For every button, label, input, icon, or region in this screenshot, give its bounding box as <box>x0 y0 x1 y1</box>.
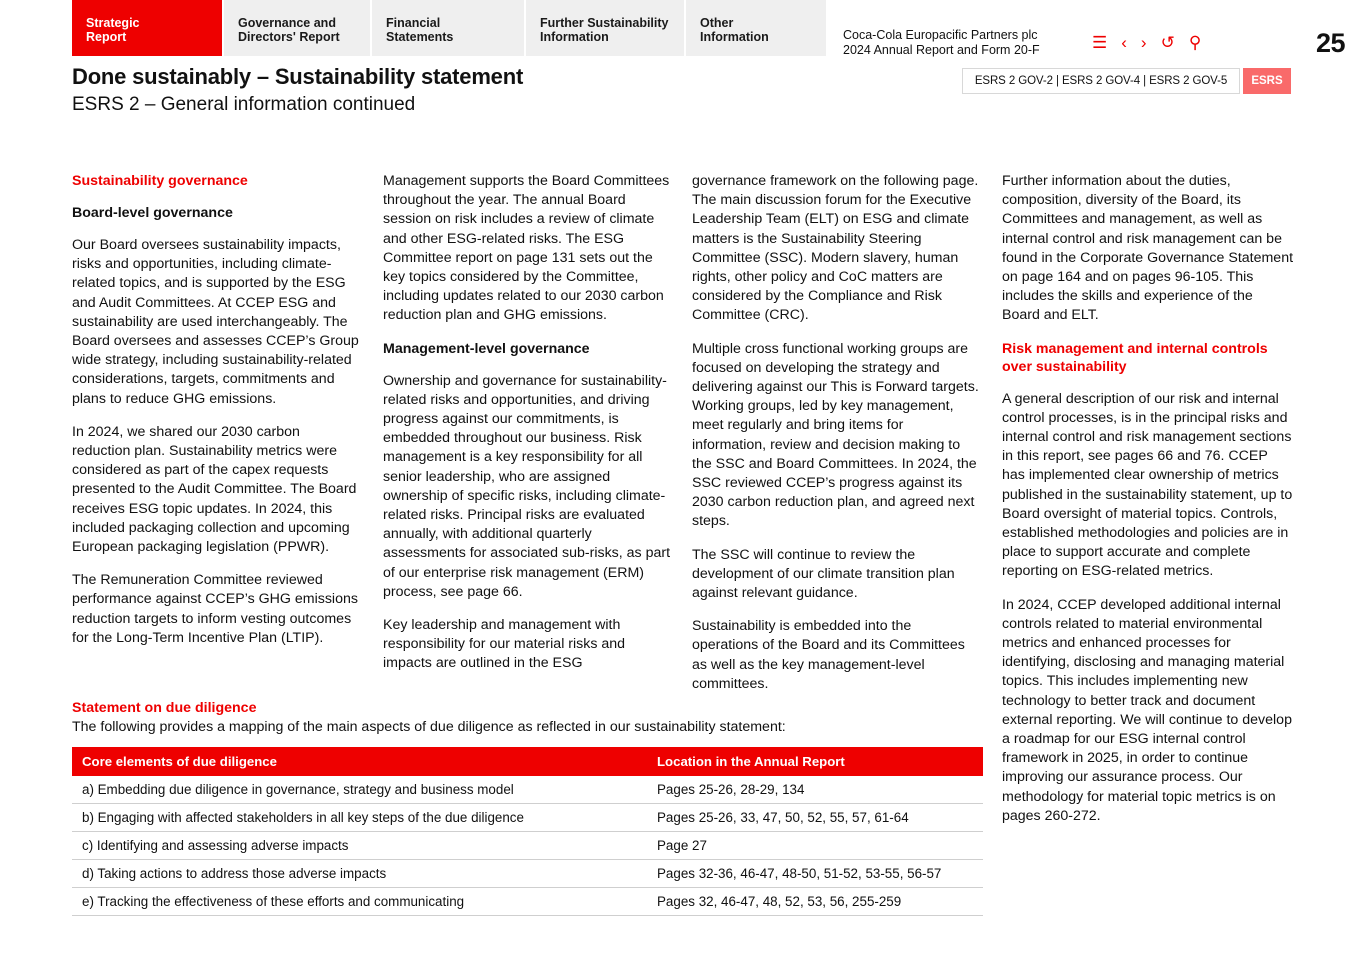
tab-further-sustainability-information[interactable] <box>526 0 684 56</box>
table-row <box>72 860 983 888</box>
page-number: 25 <box>1315 28 1345 58</box>
tab-label-line1: Financial <box>386 16 441 30</box>
tab-label-line2: Information <box>540 30 609 44</box>
due-diligence-section <box>72 700 983 916</box>
heading-risk-management-internal-controls: Risk management and internal controls over sustainability <box>1002 340 1268 375</box>
next-page-icon[interactable]: › <box>1140 33 1147 52</box>
tab-strategic-report[interactable] <box>72 0 222 56</box>
cell-location: Pages 32-36, 46-47, 48-50, 51-52, 53-55, 56-57 <box>645 860 983 888</box>
tab-label-line2: Report <box>86 30 127 44</box>
table-row <box>72 804 983 832</box>
cell-location: Pages 25-26, 33, 47, 50, 52, 55, 57, 61-64 <box>645 804 983 832</box>
paragraph: Management supports the Board Committees throughout the year. The annual Board session on risk includes a review of climate and other ESG-related risks. The ESG Committee report on page 131 sets out the key topics considered by the Committee, including updates related to our 2030 carbon reduction plan and GHG emissions. <box>383 173 670 324</box>
search-icon[interactable]: ⚲ <box>1188 33 1202 52</box>
tab-label-line1: Strategic <box>86 16 140 30</box>
due-diligence-intro: The following provides a mapping of the main aspects of due diligence as reflected in our sustainability statement: <box>72 719 786 735</box>
cell-location: Pages 32, 46-47, 48, 52, 53, 56, 255-259 <box>645 888 983 916</box>
cell-element: a) Embedding due diligence in governance, strategy and business model <box>72 776 645 804</box>
previous-page-icon[interactable]: ‹ <box>1121 33 1127 52</box>
status-badge: ESRS <box>1243 68 1291 94</box>
paragraph: In 2024, CCEP developed additional internal controls related to material environmental metrics and enhanced processes for identifying, disclosing and managing material topics. This includes implementing new technology to better track and document external reporting. We will continue to develop a roadmap for our ESG internal control framework in 2025, in order to continue improving our assurance process. Our methodology for material topic metrics is on pages 260-272. <box>1002 596 1292 824</box>
table-row <box>72 832 983 860</box>
tab-label-line2: Statements <box>386 30 454 44</box>
page-subtitle: ESRS 2 – General information continued <box>72 94 416 115</box>
cell-element: c) Identifying and assessing adverse impacts <box>72 832 645 860</box>
report-name: 2024 Annual Report and Form 20-F <box>843 43 1040 57</box>
tab-label-line1: Other <box>700 16 734 30</box>
tab-label-line1: Governance and <box>238 16 336 30</box>
tab-label-line2: Information <box>700 30 769 44</box>
company-report-label <box>843 28 1040 58</box>
paragraph: The Remuneration Committee reviewed performance against CCEP’s GHG emissions reduction targets to inform vesting outcomes for the Long-Term Incentive Plan (LTIP). <box>72 572 358 646</box>
due-diligence-table <box>72 747 983 916</box>
column-header-location: Location in the Annual Report <box>645 747 983 776</box>
cell-location: Pages 25-26, 28-29, 134 <box>645 776 983 804</box>
table-row <box>72 776 983 804</box>
table-header-row <box>72 747 983 776</box>
column-two <box>383 172 671 688</box>
tab-other-information[interactable] <box>686 0 826 56</box>
column-header-core-elements: Core elements of due diligence <box>72 747 645 776</box>
paragraph: Further information about the duties, composition, diversity of the Board, its Committees and management, as well as internal control and risk management can be found in the Corporate Governance Statement on page 164 and on pages 96-105. This includes the skills and experience of the Board and ELT. <box>1002 173 1294 324</box>
paragraph: In 2024, we shared our 2030 carbon reduction plan. Sustainability metrics were considered as part of the capex requests presented to the Audit Committee. The Board receives ESG topic updates. In 2024, this included packaging collection and upcoming European packaging legislation (PPWR). <box>72 423 357 556</box>
undo-icon[interactable]: ↺ <box>1160 33 1175 52</box>
paragraph: Our Board oversees sustainability impacts, risks and opportunities, including climate-related topics, and is supported by the ESG and Audit Committees. At CCEP ESG and sustainability are used interchangeably. The Board oversees and assesses CCEP’s Group wide strategy, including sustainability-related considerations, targets, commitments and plans to reduce GHG emissions. <box>72 237 359 407</box>
paragraph: governance framework on the following page. The main discussion forum for the Executive Leadership Team (ELT) on ESG and climate matters is the Sustainability Steering Committee (SSC). Modern slavery, human rights, other policy and CoC matters are considered by the Compliance and Risk Committee (CRC). <box>692 173 979 324</box>
heading-sustainability-governance: Sustainability governance <box>72 173 248 189</box>
paragraph: The SSC will continue to review the development of our climate transition plan against relevant guidance. <box>692 546 955 602</box>
esrs-reference-list: ESRS 2 GOV-2 | ESRS 2 GOV-4 | ESRS 2 GOV-5 <box>962 68 1240 94</box>
paragraph: Ownership and governance for sustainability-related risks and opportunities, and driving progress against our commitments, is embedded throughout our business. Risk management is a key responsibility for all senior leadership, who are assigned ownership of specific risks, including climate-related risks. Principal risks are evaluated annually, with additional quarterly assessments for associated sub-risks, as part of our enterprise risk management (ERM) process, see page 66. <box>383 372 671 600</box>
cell-element: b) Engaging with affected stakeholders in all key steps of the due diligence <box>72 804 645 832</box>
paragraph: A general description of our risk and internal control processes, is in the principal risks and internal control and risk management sections in this report, see pages 66 and 76. CCEP has implemented clear ownership of metrics published in the sustainability statement, up to Board oversight of material topics. Controls, established methodologies and policies are in place to support accurate and complete reporting on ESG-related metrics. <box>1002 390 1293 580</box>
paragraph: Key leadership and management with responsibility for our material risks and impacts are outlined in the ESG <box>383 617 626 672</box>
page-title: Done sustainably – Sustainability statement <box>72 64 524 89</box>
table-row <box>72 888 983 916</box>
tab-governance-directors-report[interactable] <box>224 0 370 56</box>
cell-element: d) Taking actions to address those adverse impacts <box>72 860 645 888</box>
tab-label-line2: Directors' Report <box>238 30 340 44</box>
heading-management-level-governance: Management-level governance <box>383 340 590 357</box>
heading-board-level-governance: Board-level governance <box>72 205 233 221</box>
menu-icon[interactable]: ☰ <box>1092 33 1108 52</box>
company-name: Coca-Cola Europacific Partners plc <box>843 28 1038 42</box>
tab-financial-statements[interactable] <box>372 0 524 56</box>
heading-statement-on-due-diligence: Statement on due diligence <box>72 700 257 716</box>
paragraph: Sustainability is embedded into the operations of the Board and its Committees as well as the key management-level committees. <box>692 618 965 692</box>
column-four <box>1002 172 1294 840</box>
cell-element: e) Tracking the effectiveness of these efforts and communicating <box>72 888 645 916</box>
column-one <box>72 172 360 662</box>
cell-location: Page 27 <box>645 832 983 860</box>
navigation-icons <box>1092 34 1201 51</box>
paragraph: Multiple cross functional working groups are focused on developing the strategy and delivering against our This is Forward targets. Working groups, led by key management, meet regularly and bring items for information, review and decision making to the SSC and Board Committees. In 2024, the SSC reviewed CCEP’s progress against its 2030 carbon reduction plan, and agreed next steps. <box>692 340 979 530</box>
section-tab-bar <box>0 0 1365 56</box>
column-three <box>692 172 980 708</box>
tab-label-line1: Further Sustainability <box>540 16 669 30</box>
